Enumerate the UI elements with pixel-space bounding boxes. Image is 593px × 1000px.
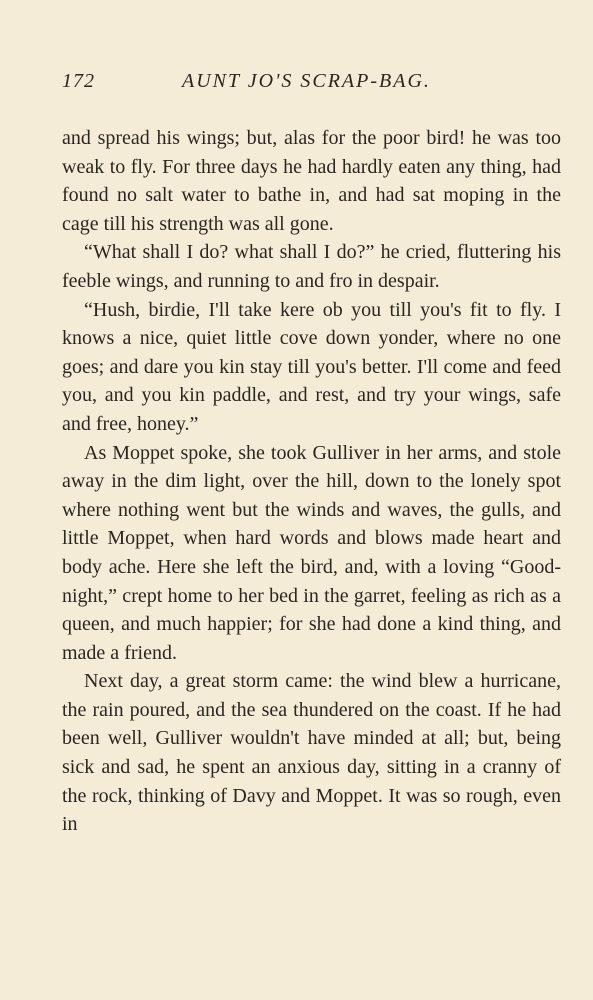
paragraph: Next day, a great storm came: the wind blew a hurricane, the rain poured, and the sea thundered on the coast. If he had been well, Gulliver wouldn't have minded at all; but, being sick and sad, he spent an anxious day, sitting in a cranny of the rock, thinking of Davy and Moppet. It was so rough, even in bbox=[62, 670, 561, 836]
running-title: AUNT JO'S SCRAP-BAG. bbox=[182, 70, 431, 92]
body-text bbox=[62, 124, 561, 839]
paragraph: “Hush, birdie, I'll take kere ob you till you's fit to fly. I knows a nice, quiet little cove down yonder, where no one goes; and dare you kin stay till you's better. I'll come and feed you, and you kin paddle, and rest, and try your wings, safe and free, honey.” bbox=[62, 298, 561, 435]
paragraph-continuation: and spread his wings; but, alas for the poor bird! he was too weak to fly. For three days he had hardly eaten any thing, had found no salt water to bathe in, and had sat moping in the cage till his strength was all gone. bbox=[62, 127, 561, 235]
paragraph: As Moppet spoke, she took Gulliver in her arms, and stole away in the dim light, over the hill, down to the lonely spot where nothing went but the winds and waves, the gulls, and little Moppet, when hard words and blows made heart and body ache. Here she left the bird, and, with a loving “Good-night,” crept home to her bed in the garret, feeling as rich as a queen, and much happier; for she had done a kind thing, and made a friend. bbox=[62, 441, 561, 664]
page-header bbox=[62, 70, 561, 100]
page-number: 172 bbox=[62, 70, 95, 92]
paragraph: “What shall I do? what shall I do?” he cried, fluttering his feeble wings, and running to and fro in despair. bbox=[62, 241, 561, 292]
